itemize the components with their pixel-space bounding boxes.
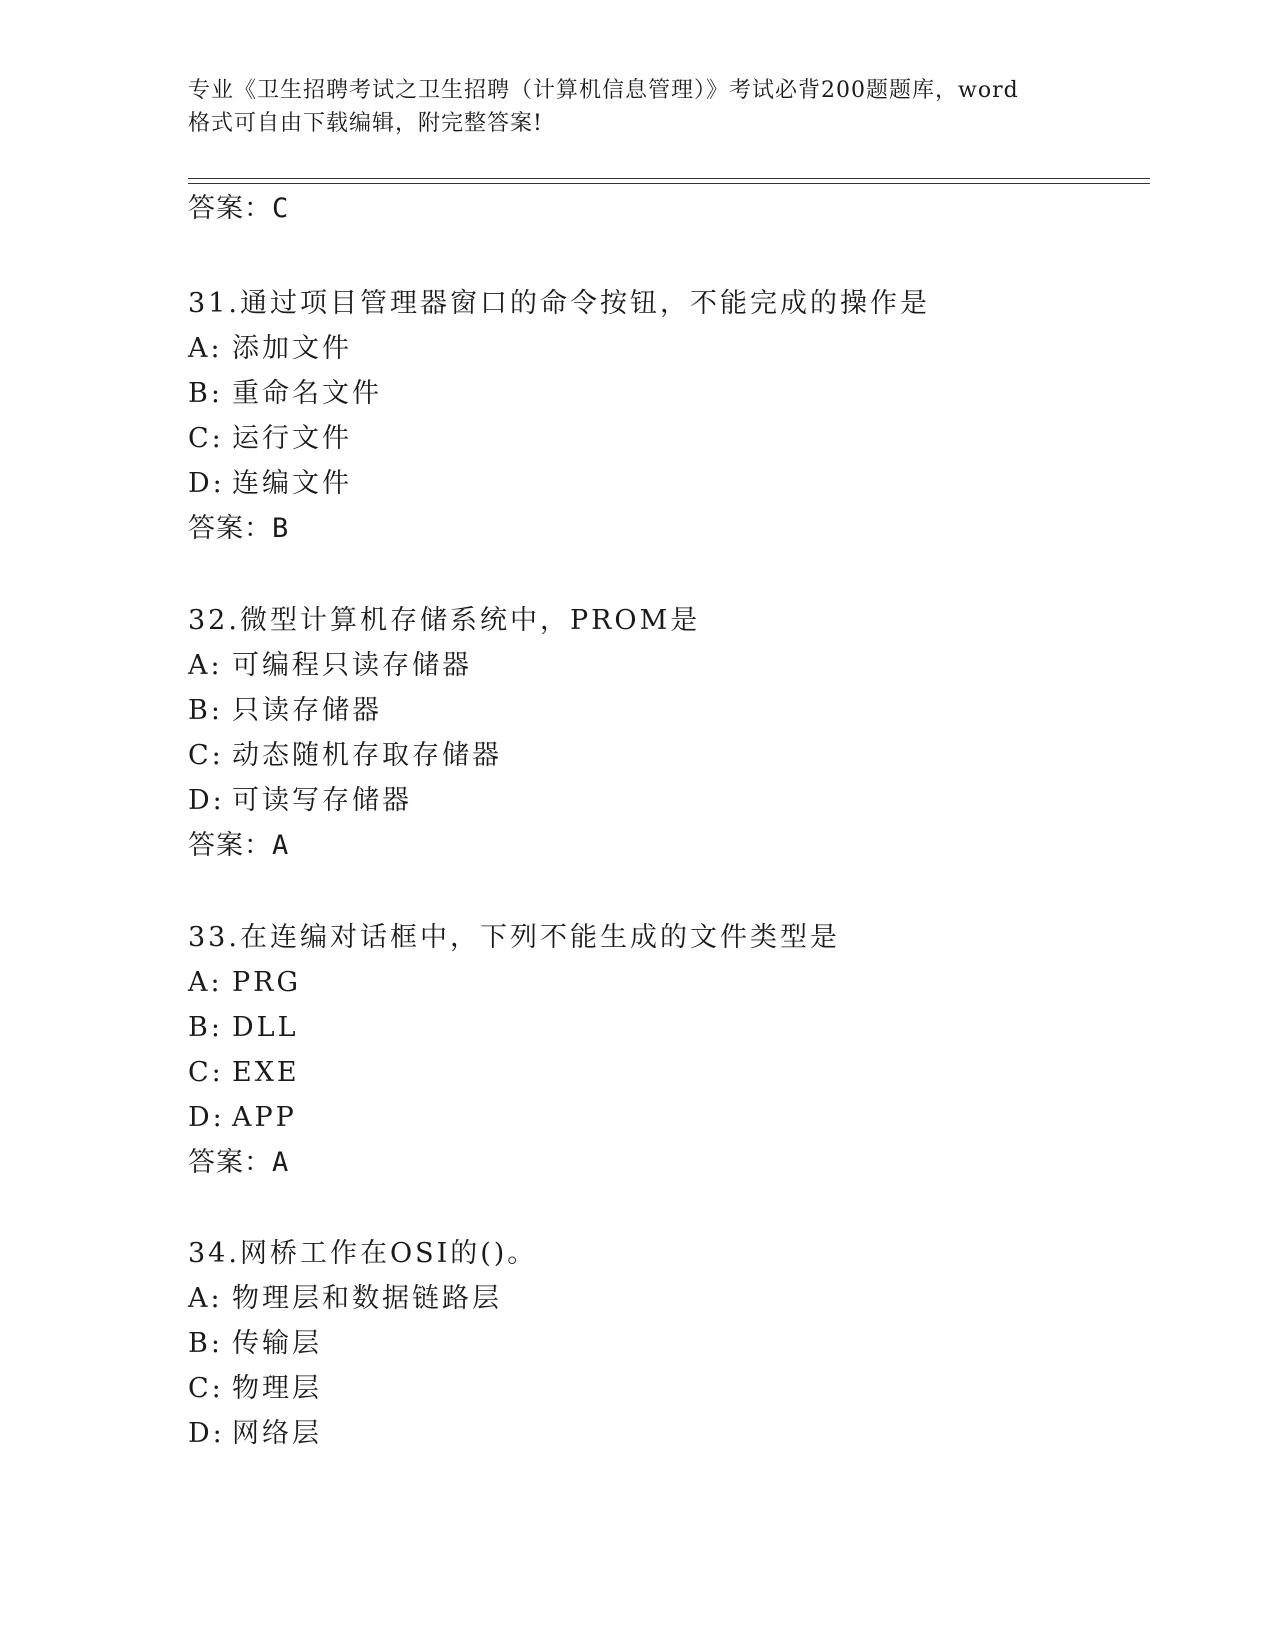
option-text: 传输层 [232, 1328, 322, 1359]
option-text: 动态随机存取存储器 [232, 740, 502, 771]
option-text: 网络层 [232, 1418, 322, 1449]
question-answer [188, 1140, 1148, 1185]
option-text: APP [232, 1102, 297, 1133]
header-divider-bottom [188, 183, 1150, 184]
answer-label: 答案： [188, 830, 272, 861]
option-text: 只读存储器 [232, 695, 382, 726]
option-c [188, 1050, 1148, 1095]
option-key: B: [188, 695, 223, 726]
answer-label: 答案： [188, 1147, 272, 1178]
question-34 [188, 1231, 1148, 1456]
option-key: D: [188, 1418, 225, 1449]
option-key: A: [188, 967, 223, 998]
option-text: 连编文件 [232, 468, 352, 499]
question-answer [188, 506, 1148, 551]
option-key: C: [188, 1057, 224, 1088]
answer-label: 答案： [188, 513, 272, 544]
option-c [188, 733, 1148, 778]
option-key: B: [188, 1012, 223, 1043]
question-31 [188, 281, 1148, 551]
header-line-2: 格式可自由下载编辑，附完整答案! [188, 111, 543, 136]
question-title: 34.网桥工作在OSI的()。 [188, 1238, 538, 1269]
option-text: 重命名文件 [232, 378, 382, 409]
option-a [188, 960, 1148, 1005]
option-a [188, 1276, 1148, 1321]
option-text: 运行文件 [232, 423, 352, 454]
option-key: A: [188, 333, 223, 364]
option-key: A: [188, 1283, 223, 1314]
option-key: D: [188, 785, 225, 816]
option-key: A: [188, 650, 223, 681]
answer-value: C [272, 193, 290, 224]
option-d [188, 1095, 1148, 1140]
option-text: 可编程只读存储器 [232, 650, 472, 681]
option-c [188, 416, 1148, 461]
answer-value: A [272, 830, 290, 861]
option-d [188, 778, 1148, 823]
option-key: C: [188, 740, 224, 771]
option-key: C: [188, 1373, 224, 1404]
option-b [188, 1005, 1148, 1050]
question-title: 33.在连编对话框中，下列不能生成的文件类型是 [188, 922, 840, 953]
option-b [188, 371, 1148, 416]
answer-label: 答案： [188, 193, 272, 224]
option-text: 添加文件 [232, 333, 352, 364]
option-b [188, 1321, 1148, 1366]
answer-value: B [272, 513, 290, 544]
option-d [188, 461, 1148, 506]
answer-value: A [272, 1147, 290, 1178]
option-d [188, 1411, 1148, 1456]
question-title: 32.微型计算机存储系统中，PROM是 [188, 605, 701, 636]
option-key: D: [188, 1102, 225, 1133]
option-key: D: [188, 468, 225, 499]
option-a [188, 643, 1148, 688]
option-text: PRG [232, 967, 302, 998]
document-header [188, 74, 1088, 140]
option-text: 物理层和数据链路层 [232, 1283, 502, 1314]
header-divider-top [188, 178, 1150, 179]
option-key: B: [188, 1328, 223, 1359]
option-key: B: [188, 378, 223, 409]
option-text: DLL [232, 1012, 299, 1043]
option-key: C: [188, 423, 224, 454]
question-answer [188, 823, 1148, 868]
option-b [188, 688, 1148, 733]
option-text: EXE [232, 1057, 300, 1088]
previous-answer [188, 186, 289, 225]
option-text: 物理层 [232, 1373, 322, 1404]
option-c [188, 1366, 1148, 1411]
option-text: 可读写存储器 [232, 785, 412, 816]
question-32 [188, 598, 1148, 868]
question-title: 31.通过项目管理器窗口的命令按钮，不能完成的操作是 [188, 288, 930, 319]
question-33 [188, 915, 1148, 1185]
header-line-1: 专业《卫生招聘考试之卫生招聘（计算机信息管理）》考试必背200题题库，word [188, 78, 1019, 103]
option-a [188, 326, 1148, 371]
